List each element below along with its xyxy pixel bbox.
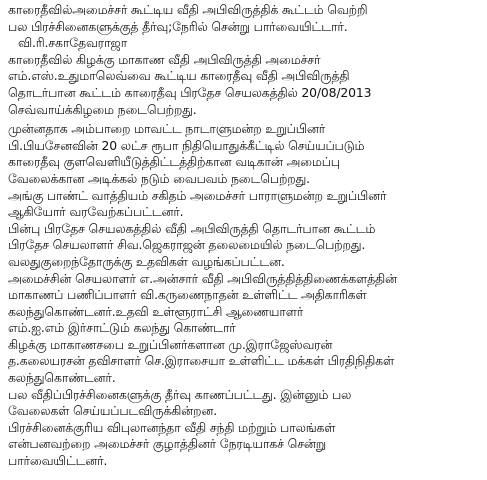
- headline-line-2: பல பிரச்சினைகளுக்குத் தீர்வு;நேரில் சென்று பார்வையிட்டார்.: [8, 18, 348, 34]
- headline-line-1: காரைதீவில்அமைச்சர் கூட்டிய வீதி அபிவிருத்திக் கூட்டம் வெற்றி: [8, 2, 368, 17]
- paragraph-line: வேலைகள் செய்யப்படவிருக்கின்றன.: [8, 403, 217, 419]
- paragraph-line: கலந்துகொண்டனர்.உதவி உள்ளூராட்சி ஆணையாளர்: [8, 303, 304, 319]
- paragraph-line: அங்கு பாண்ட் வாத்தியம் சகிதம் அமைச்சர் பாராளுமன்ற உறுப்பினர்: [8, 187, 387, 203]
- paragraph-line: வலதுகுறைந்தோருக்கு உதவிகள் வழங்கப்பட்டன.: [8, 253, 285, 269]
- paragraph-line: முன்னதாக அம்பாறை மாவட்ட நாடாளுமன்ற உறுப்பினர்: [8, 121, 326, 137]
- paragraph-line: காரைதீவில் கிழக்கு மாகாண வீதி அபிவிருத்தி அமைச்சர்: [8, 51, 321, 67]
- paragraph-line: எம்.எஸ்.உதுமாலெவ்வை கூட்டிய காரைதீவு வீதி அபிவிருத்தி: [8, 68, 350, 84]
- paragraph-line: கலந்துகொண்டனர்.: [8, 370, 116, 386]
- paragraph-line: எம்.ஐ.எம் இர்சாட்டும் கலந்து கொண்டார்: [8, 320, 236, 336]
- paragraph-line: பிரதேச செயலாளர் சிவ.ஜெகராஜன் தலைமையில் நடைபெற்றது.: [8, 237, 366, 253]
- paragraph-line: பிரச்சினைக்குரிய விபுலானந்தா வீதி சந்தி மற்றும் பாலங்கள்: [8, 419, 336, 435]
- paragraph-line: செவ்வாய்க்கிழமை நடைபெற்றது.: [8, 101, 197, 117]
- paragraph-line: பின்பு பிரதேச செயலகத்தில் வீதி அபிவிருத்தி தொடர்பான கூட்டம்: [8, 220, 376, 236]
- paragraph-line: வேலைக்கான அடிக்கல் நடும் வைபவம் நடைபெற்றது.: [8, 170, 310, 186]
- byline: வி.ரி.சகாதேவராஜா: [18, 35, 128, 51]
- paragraph-line: காரைதீவு குளவெளியீடுத்திட்டத்திற்கான வடிகான் அமைப்பு: [8, 154, 340, 170]
- paragraph-line: ஆகியோர் வரவேற்கப்பட்டனர்.: [8, 204, 184, 220]
- paragraph-line: கிழக்கு மாகாணசபை உறுப்பினர்களான மு.இராஜேஸ்வரன்: [8, 336, 333, 352]
- paragraph-line: பல வீதிப்பிரச்சினைகளுக்கு தீர்வு காணப்பட்டது. இன்னும் பல: [8, 386, 352, 402]
- paragraph-line: பி.பியசேனவின் 20 லட்ச ரூபா நிதியொதுக்கீட்டில் செய்யப்படும்: [8, 137, 365, 153]
- paragraph-line: மாகாணப் பணிப்பாளர் வி.கருணைநாதன் உள்ளிட்ட அதிகாரிகள்: [8, 287, 367, 303]
- paragraph-line: தொடர்பான கூட்டம் காரைதீவு பிரதேச செயலகத்தில் 20/08/2013: [8, 84, 372, 100]
- paragraph-line: பார்வையிட்டனர்.: [8, 453, 108, 469]
- paragraph-line: அமைச்சின் செயலாளர் எ.அன்சார் வீதி அபிவிருத்தித்திணைக்களத்தின்: [8, 270, 397, 286]
- paragraph-line: த.கலையரசன் தவிசாளர் செ.இராசையா உள்ளிட்ட மக்கள் பிரதிநிதிகள்: [8, 353, 394, 369]
- paragraph-line: என்பனவற்றை அமைச்சர் குழாத்தினர் நேரடியாகச் சென்று: [8, 436, 327, 452]
